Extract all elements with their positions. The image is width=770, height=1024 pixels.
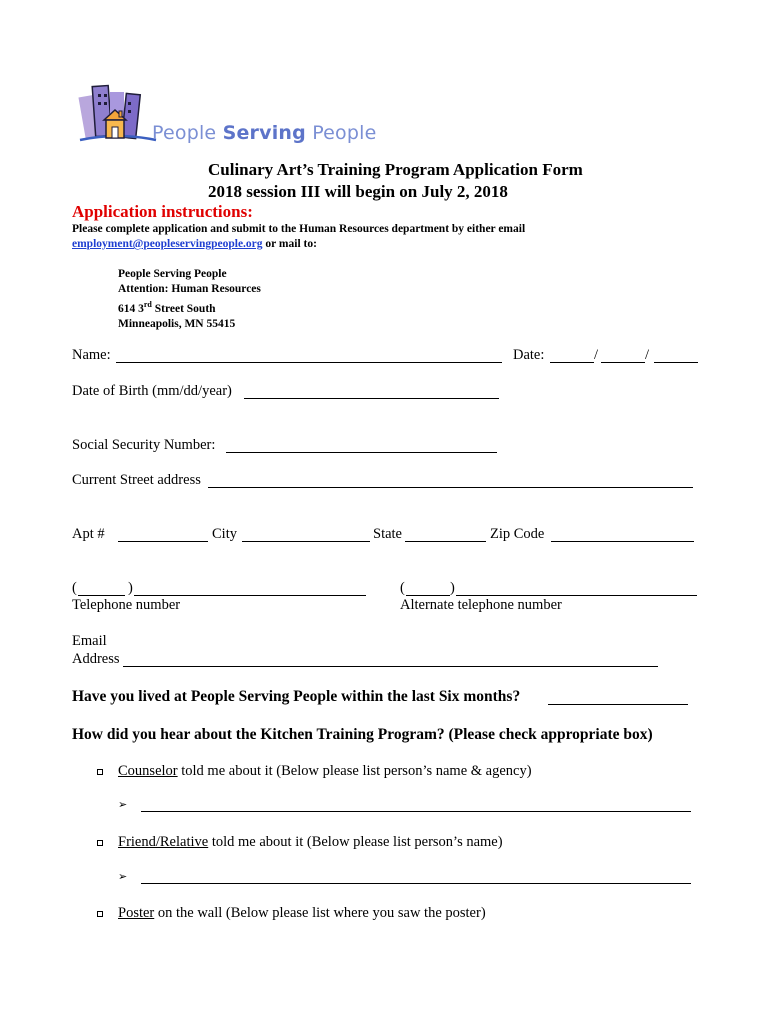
dob-label: Date of Birth (mm/dd/year): [72, 383, 232, 399]
instructions-text-line2: employment@peopleservingpeople.org or mail to:: [72, 238, 317, 250]
phone-number-line[interactable]: [134, 595, 366, 596]
alt-phone-paren-open: (: [400, 580, 405, 596]
street-address-label: Current Street address: [72, 472, 201, 488]
alt-telephone-label: Alternate telephone number: [400, 597, 562, 613]
buildings-house-icon: [78, 82, 158, 148]
city-label: City: [212, 526, 237, 542]
date-separator: /: [645, 347, 650, 363]
heard-question: How did you hear about the Kitchen Training Program? (Please check appropriate box): [72, 726, 653, 743]
state-input-line[interactable]: [405, 541, 486, 542]
name-label: Name:: [72, 347, 111, 363]
email-label-address: Address: [72, 651, 120, 667]
date-day-line[interactable]: [601, 362, 645, 363]
city-input-line[interactable]: [242, 541, 370, 542]
counselor-checkbox[interactable]: [97, 769, 103, 775]
session-subtitle: 2018 session III will begin on July 2, 2018: [208, 182, 508, 201]
email-link[interactable]: employment@peopleservingpeople.org: [72, 238, 263, 250]
instructions-text: Please complete application and submit to the Human Resources department by either email: [72, 223, 526, 235]
dob-input-line[interactable]: [244, 398, 499, 399]
state-label: State: [373, 526, 402, 542]
telephone-label: Telephone number: [72, 597, 181, 613]
street-address-input-line[interactable]: [208, 487, 693, 488]
arrow-bullet-icon: ➢: [118, 799, 128, 811]
date-label: Date:: [513, 347, 545, 363]
friend-relative-checkbox[interactable]: [97, 840, 103, 846]
arrow-bullet-icon: ➢: [118, 871, 128, 883]
counselor-details-line[interactable]: [141, 811, 691, 812]
mail-address: People Serving People Attention: Human Resources 614 3rd Street South Minneapolis, MN 55415: [118, 268, 261, 330]
instructions-heading: Application instructions:: [72, 202, 253, 221]
alt-phone-paren-close: ): [450, 580, 455, 596]
friend-relative-option-label: Friend/Relative told me about it (Below please list person’s name): [118, 834, 503, 850]
poster-option-label: Poster on the wall (Below please list where you saw the poster): [118, 905, 486, 921]
date-month-line[interactable]: [550, 362, 594, 363]
ssn-label: Social Security Number:: [72, 437, 216, 453]
email-input-line[interactable]: [123, 666, 658, 667]
poster-checkbox[interactable]: [97, 911, 103, 917]
date-year-line[interactable]: [654, 362, 698, 363]
counselor-option-label: Counselor told me about it (Below please list person’s name & agency): [118, 763, 532, 779]
email-label: Email: [72, 633, 107, 649]
ssn-input-line[interactable]: [226, 452, 497, 453]
apt-label: Apt #: [72, 526, 105, 542]
alt-phone-area-code-line[interactable]: [406, 595, 450, 596]
form-title: Culinary Art’s Training Program Application Form: [208, 160, 583, 179]
alt-phone-number-line[interactable]: [456, 595, 697, 596]
zip-label: Zip Code: [490, 526, 545, 542]
phone-area-code-line[interactable]: [78, 595, 125, 596]
phone-paren-close: ): [128, 580, 133, 596]
organization-logo-text: People Serving People: [152, 122, 377, 144]
friend-relative-details-line[interactable]: [141, 883, 691, 884]
lived-question: Have you lived at People Serving People within the last Six months?: [72, 688, 521, 705]
phone-paren-open: (: [72, 580, 77, 596]
apt-input-line[interactable]: [118, 541, 208, 542]
name-input-line[interactable]: [116, 362, 502, 363]
date-separator: /: [594, 347, 599, 363]
lived-answer-line[interactable]: [548, 704, 688, 705]
zip-input-line[interactable]: [551, 541, 694, 542]
